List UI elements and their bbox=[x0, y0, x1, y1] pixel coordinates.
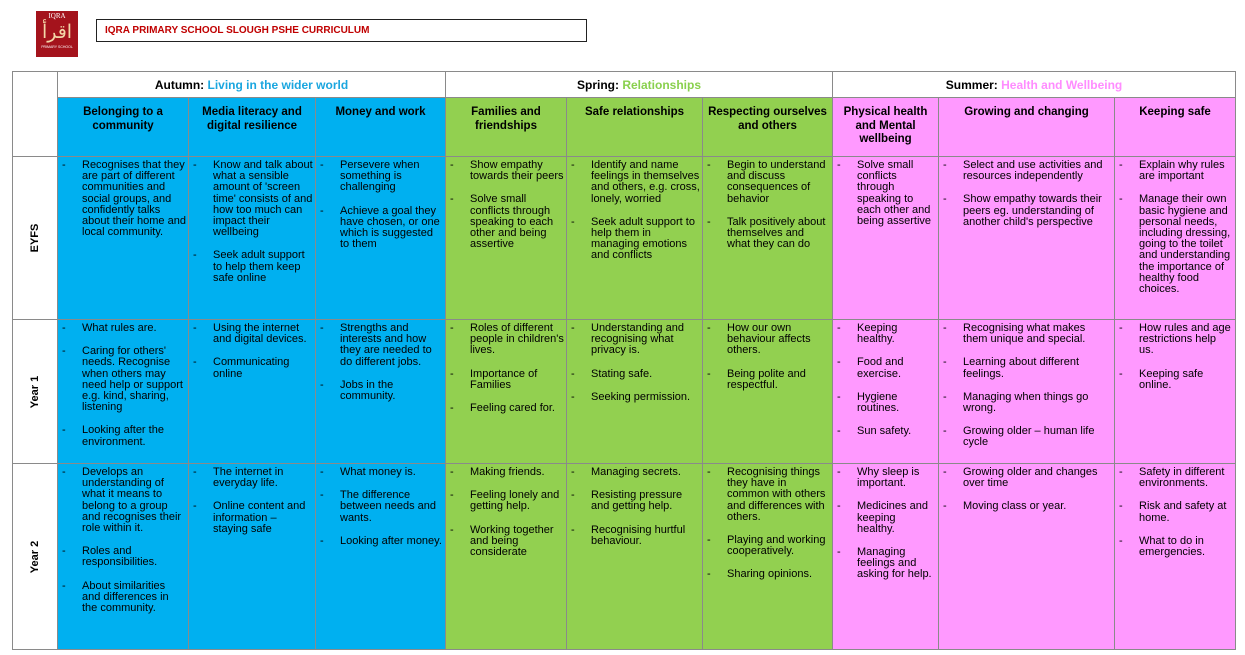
objective-item: - Show empathy towards their peers eg. understanding of another child's perspective bbox=[939, 194, 1112, 228]
objective-list bbox=[567, 320, 702, 403]
curriculum-cell bbox=[189, 157, 316, 320]
year-row bbox=[13, 157, 1236, 320]
curriculum-cell bbox=[58, 157, 189, 320]
objective-item: - Online content and information – staying safe bbox=[189, 501, 313, 535]
objective-item: - Recognises that they are part of different communities and social groups, and confidently talks about their home and local community. bbox=[58, 160, 186, 238]
objective-list bbox=[1115, 157, 1235, 295]
objective-item: - What to do in emergencies. bbox=[1115, 536, 1233, 558]
curriculum-cell bbox=[567, 320, 703, 464]
curriculum-cell bbox=[703, 464, 833, 650]
objective-list bbox=[58, 157, 188, 238]
curriculum-cell bbox=[446, 320, 567, 464]
season-theme: Living in the wider world bbox=[207, 77, 349, 92]
objective-list bbox=[703, 320, 832, 391]
curriculum-cell bbox=[316, 320, 446, 464]
objective-list bbox=[567, 157, 702, 262]
objective-item: - Making friends. bbox=[446, 467, 564, 478]
objective-item: - Show empathy towards their peers bbox=[446, 160, 564, 182]
objective-item: - Select and use activities and resources independently bbox=[939, 160, 1112, 182]
curriculum-cell bbox=[446, 157, 567, 320]
objective-list bbox=[189, 157, 315, 284]
curriculum-cell bbox=[58, 464, 189, 650]
curriculum-cell bbox=[446, 464, 567, 650]
objective-item: - Feeling cared for. bbox=[446, 403, 564, 414]
objective-list bbox=[446, 320, 566, 414]
year-row bbox=[13, 464, 1236, 650]
objective-item: - Managing secrets. bbox=[567, 467, 700, 478]
objective-item: - Feeling lonely and getting help. bbox=[446, 490, 564, 512]
page-title: IQRA PRIMARY SCHOOL SLOUGH PSHE CURRICULUM bbox=[105, 25, 370, 36]
objective-item: - Looking after the environment. bbox=[58, 425, 186, 447]
objective-list bbox=[939, 157, 1114, 228]
objective-item: - How rules and age restrictions help us. bbox=[1115, 323, 1233, 357]
curriculum-cell bbox=[58, 320, 189, 464]
objective-item: - Being polite and respectful. bbox=[703, 369, 830, 391]
curriculum-cell bbox=[189, 320, 316, 464]
objective-item: - Learning about different feelings. bbox=[939, 357, 1112, 379]
objective-list bbox=[316, 157, 445, 250]
objective-item: - Jobs in the community. bbox=[316, 380, 443, 402]
objective-list bbox=[703, 464, 832, 581]
objective-item: - Manage their own basic hygiene and personal needs, including dressing, going to the toilet and understanding the importance of healthy food choices. bbox=[1115, 194, 1233, 295]
objective-list bbox=[833, 464, 938, 581]
objective-item: - Recognising things they have in common with others and differences with others. bbox=[703, 467, 830, 523]
season-name: Autumn: bbox=[154, 77, 205, 92]
season-name: Summer: bbox=[945, 77, 998, 92]
logo-subtitle: PRIMARY SCHOOL bbox=[41, 45, 73, 49]
objective-list bbox=[446, 157, 566, 250]
objective-item: - Roles and responsibilities. bbox=[58, 546, 186, 568]
curriculum-cell bbox=[316, 464, 446, 650]
objective-item: - Why sleep is important. bbox=[833, 467, 936, 489]
objective-list bbox=[1115, 464, 1235, 558]
objective-item: - The difference between needs and wants. bbox=[316, 490, 443, 524]
school-logo bbox=[36, 11, 78, 57]
objective-item: - Seek adult support to help them keep safe online bbox=[189, 250, 313, 284]
objective-item: - Stating safe. bbox=[567, 369, 700, 380]
objective-list bbox=[833, 320, 938, 437]
objective-item: - Moving class or year. bbox=[939, 501, 1112, 512]
objective-item: - Keeping healthy. bbox=[833, 323, 936, 345]
objective-item: - Develops an understanding of what it means to belong to a group and recognises their role within it. bbox=[58, 467, 186, 534]
objective-item: - Begin to understand and discuss consequences of behavior bbox=[703, 160, 830, 205]
row-label-cell bbox=[13, 320, 58, 464]
theme-header: Safe relationships bbox=[567, 98, 703, 157]
objective-item: - Seeking permission. bbox=[567, 392, 700, 403]
corner-cell bbox=[13, 72, 58, 157]
objective-item: - Caring for others' needs. Recognise when others may need help or support e.g. kind, sharing, listening bbox=[58, 346, 186, 413]
objective-item: - Seek adult support to help them in managing emotions and conflicts bbox=[567, 217, 700, 262]
theme-header: Belonging to a community bbox=[58, 98, 189, 157]
season-spring bbox=[446, 72, 833, 98]
objective-item: - Managing when things go wrong. bbox=[939, 392, 1112, 414]
theme-header: Families and friendships bbox=[446, 98, 567, 157]
objective-list bbox=[316, 320, 445, 402]
season-theme: Relationships bbox=[622, 77, 702, 92]
objective-item: - Identify and name feelings in themselves and others, e.g. cross, lonely, worried bbox=[567, 160, 700, 205]
objective-item: - Communicating online bbox=[189, 357, 313, 379]
theme-header: Keeping safe bbox=[1115, 98, 1236, 157]
objective-item: - Food and exercise. bbox=[833, 357, 936, 379]
objective-list bbox=[58, 320, 188, 448]
season-name: Spring: bbox=[576, 77, 619, 92]
curriculum-table bbox=[12, 71, 1236, 650]
objective-list bbox=[703, 157, 832, 250]
logo-brand: IQRA bbox=[48, 12, 66, 20]
title-box bbox=[96, 19, 587, 42]
objective-list bbox=[567, 464, 702, 547]
theme-header: Respecting ourselves and others bbox=[703, 98, 833, 157]
objective-item: - Managing feelings and asking for help. bbox=[833, 547, 936, 581]
curriculum-cell bbox=[939, 320, 1115, 464]
objective-item: - Persevere when something is challenging bbox=[316, 160, 443, 194]
objective-list bbox=[446, 464, 566, 558]
curriculum-cell bbox=[833, 464, 939, 650]
curriculum-cell bbox=[939, 464, 1115, 650]
objective-item: - Looking after money. bbox=[316, 536, 443, 547]
objective-item: - Strengths and interests and how they are needed to do different jobs. bbox=[316, 323, 443, 368]
objective-list bbox=[316, 464, 445, 547]
theme-header: Physical health and Mental wellbeing bbox=[833, 98, 939, 157]
objective-item: - The internet in everyday life. bbox=[189, 467, 313, 489]
objective-item: - Solve small conflicts through speaking to each other and being assertive bbox=[446, 194, 564, 250]
objective-item: - Solve small conflicts through speaking to each other and being assertive bbox=[833, 160, 936, 227]
objective-item: - Hygiene routines. bbox=[833, 392, 936, 414]
objective-list bbox=[58, 464, 188, 614]
theme-header: Growing and changing bbox=[939, 98, 1115, 157]
curriculum-cell bbox=[567, 157, 703, 320]
objective-list bbox=[939, 464, 1114, 513]
objective-item: - Playing and working cooperatively. bbox=[703, 535, 830, 557]
objective-item: - Recognising what makes them unique and special. bbox=[939, 323, 1112, 345]
year-row bbox=[13, 320, 1236, 464]
objective-item: - Working together and being considerate bbox=[446, 525, 564, 559]
curriculum-cell bbox=[939, 157, 1115, 320]
theme-header: Media literacy and digital resilience bbox=[189, 98, 316, 157]
curriculum-cell bbox=[1115, 464, 1236, 650]
row-label: Year 1 bbox=[29, 375, 41, 408]
objective-item: - Know and talk about what a sensible amount of 'screen time' consists of and how too much can impact their wellbeing bbox=[189, 160, 313, 238]
objective-list bbox=[189, 464, 315, 535]
logo-mark: اقرأ bbox=[41, 22, 73, 43]
objective-item: - Growing older and changes over time bbox=[939, 467, 1112, 489]
curriculum-cell bbox=[833, 157, 939, 320]
objective-item: - Keeping safe online. bbox=[1115, 369, 1233, 391]
objective-item: - Sun safety. bbox=[833, 426, 936, 437]
curriculum-cell bbox=[1115, 157, 1236, 320]
objective-list bbox=[1115, 320, 1235, 391]
curriculum-cell bbox=[189, 464, 316, 650]
objective-item: - Risk and safety at home. bbox=[1115, 501, 1233, 523]
row-label-cell bbox=[13, 464, 58, 650]
season-summer bbox=[833, 72, 1236, 98]
season-theme: Health and Wellbeing bbox=[1001, 77, 1123, 92]
objective-item: - Sharing opinions. bbox=[703, 569, 830, 580]
curriculum-cell bbox=[567, 464, 703, 650]
objective-item: - Achieve a goal they have chosen, or one which is suggested to them bbox=[316, 206, 443, 251]
objective-item: - Roles of different people in children's lives. bbox=[446, 323, 564, 357]
objective-item: - Medicines and keeping healthy. bbox=[833, 501, 936, 535]
objective-item: - Explain why rules are important bbox=[1115, 160, 1233, 182]
curriculum-cell bbox=[703, 157, 833, 320]
objective-item: - Using the internet and digital devices. bbox=[189, 323, 313, 345]
curriculum-cell bbox=[316, 157, 446, 320]
theme-header: Money and work bbox=[316, 98, 446, 157]
objective-item: - Growing older – human life cycle bbox=[939, 426, 1112, 448]
objective-list bbox=[833, 157, 938, 227]
objective-item: - About similarities and differences in the community. bbox=[58, 581, 186, 615]
curriculum-cell bbox=[703, 320, 833, 464]
row-label: EYFS bbox=[29, 223, 41, 253]
objective-item: - Talk positively about themselves and what they can do bbox=[703, 217, 830, 251]
row-label-cell bbox=[13, 157, 58, 320]
objective-item: - Importance of Families bbox=[446, 369, 564, 391]
objective-list bbox=[189, 320, 315, 380]
objective-item: - Safety in different environments. bbox=[1115, 467, 1233, 489]
objective-item: - What money is. bbox=[316, 467, 443, 478]
objective-item: - How our own behaviour affects others. bbox=[703, 323, 830, 357]
objective-item: - What rules are. bbox=[58, 323, 186, 334]
theme-row bbox=[13, 98, 1236, 157]
objective-item: - Recognising hurtful behaviour. bbox=[567, 525, 700, 547]
objective-item: - Resisting pressure and getting help. bbox=[567, 490, 700, 512]
season-autumn bbox=[58, 72, 446, 98]
curriculum-cell bbox=[1115, 320, 1236, 464]
objective-list bbox=[939, 320, 1114, 449]
season-row bbox=[13, 72, 1236, 98]
objective-item: - Understanding and recognising what privacy is. bbox=[567, 323, 700, 357]
curriculum-cell bbox=[833, 320, 939, 464]
row-label: Year 2 bbox=[29, 540, 41, 573]
